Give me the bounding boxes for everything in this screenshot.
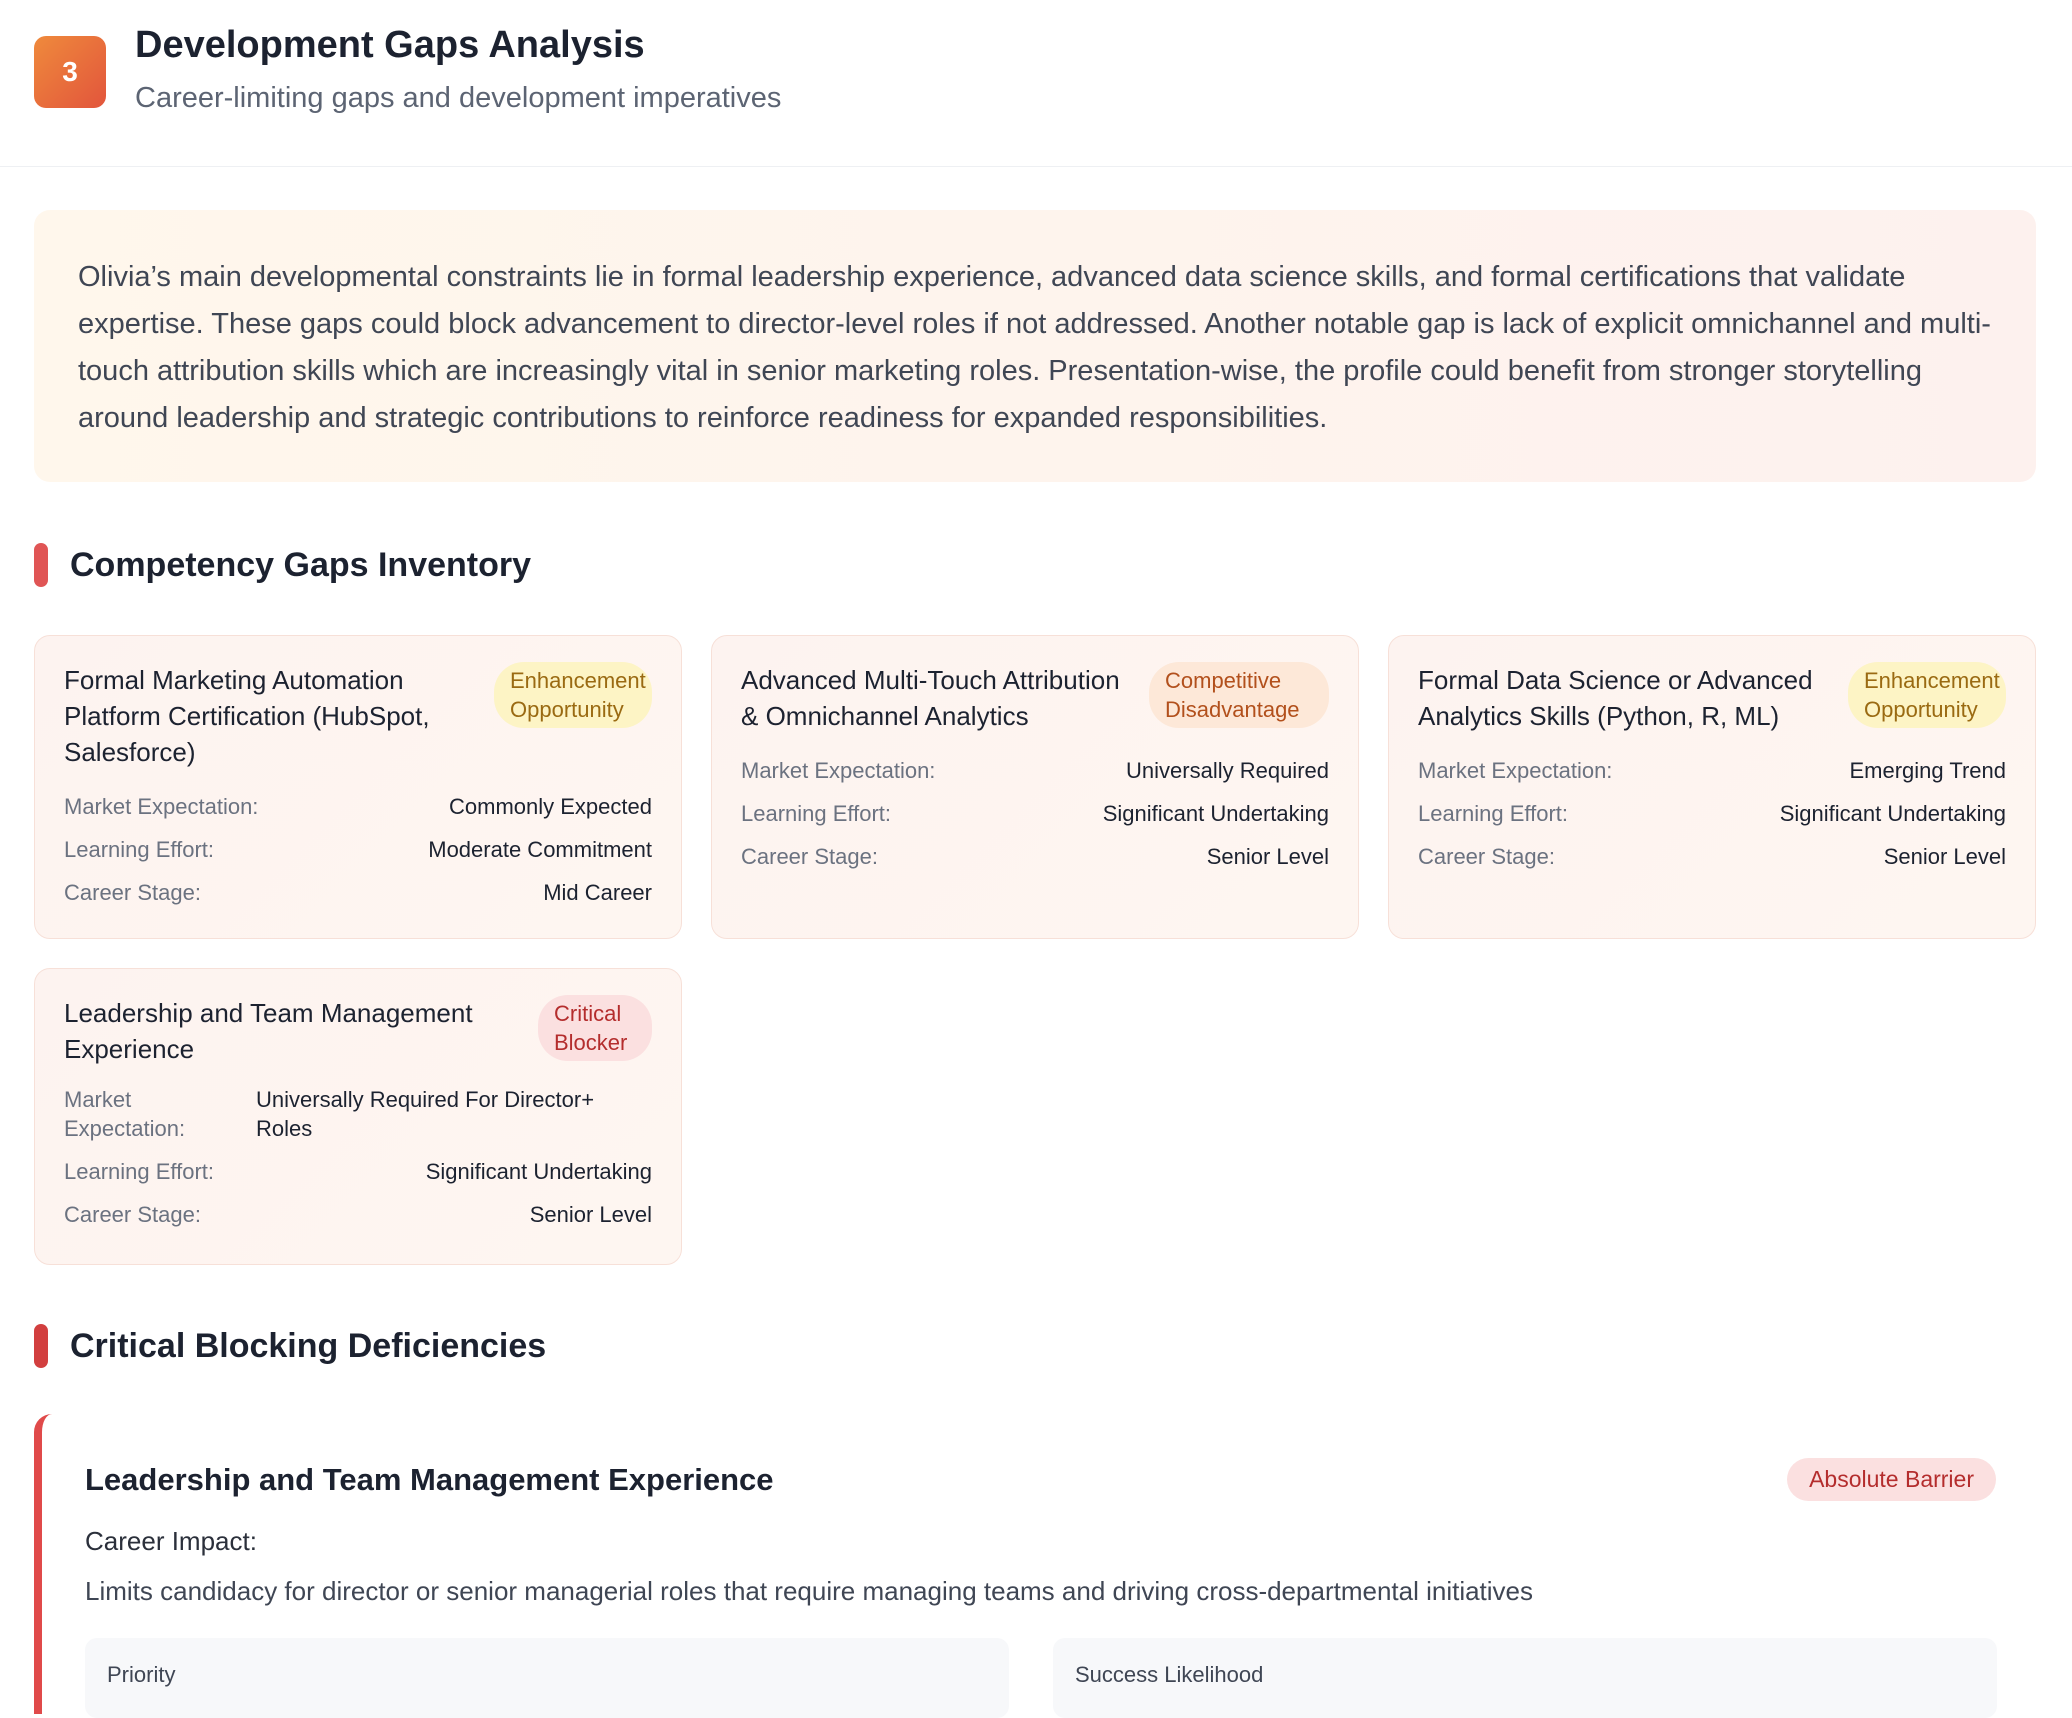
gap-card [34, 968, 682, 1265]
market-expectation-value: Commonly Expected [449, 794, 652, 819]
learning-effort-label: Learning Effort: [1418, 801, 1569, 826]
gap-card-title: Leadership and Team Management Experience [64, 998, 473, 1064]
market-expectation-row [741, 756, 1329, 785]
gap-card-title: Advanced Multi-Touch Attribution & Omnichannel Analytics [741, 665, 1120, 731]
step-number-badge: 3 [34, 36, 106, 108]
gap-severity-badge: Critical Blocker [538, 995, 652, 1061]
market-expectation-row [64, 792, 652, 821]
label-line: Expectation: [64, 1116, 186, 1141]
competency-gaps-heading [34, 543, 531, 587]
career-stage-value: Senior Level [1206, 844, 1329, 869]
learning-effort-row [741, 799, 1329, 828]
gap-card-title: Formal Marketing Automation Platform Certification (HubSpot, Salesforce) [64, 665, 430, 767]
section-accent-bar [34, 543, 48, 587]
priority-label: Priority [107, 1662, 176, 1687]
market-expectation-value: Universally Required For Director+ Roles [256, 1087, 595, 1141]
market-expectation-value: Emerging Trend [1849, 758, 2006, 783]
market-expectation-row [64, 1085, 652, 1143]
label-line: Market [64, 1087, 132, 1112]
career-stage-label: Career Stage: [64, 880, 201, 905]
section-accent-bar [34, 1324, 48, 1368]
market-expectation-label: Market Expectation: [741, 758, 936, 783]
gap-card [34, 635, 682, 939]
market-expectation-value: Universally Required [1126, 758, 1329, 783]
section-title: Critical Blocking Deficiencies [70, 1326, 547, 1365]
page-title: Development Gaps Analysis [135, 24, 645, 66]
learning-effort-row [64, 1157, 652, 1186]
gap-severity-badge: Competitive Disadvantage [1149, 662, 1329, 728]
blocking-deficiency-card [34, 1414, 2036, 1714]
learning-effort-row [1418, 799, 2006, 828]
barrier-badge: Absolute Barrier [1787, 1458, 1996, 1501]
learning-effort-value: Significant Undertaking [1779, 801, 2006, 826]
career-stage-value: Mid Career [543, 880, 652, 905]
career-stage-row [741, 842, 1329, 871]
gap-card [1388, 635, 2036, 939]
summary-panel: Olivia’s main developmental constraints lie in formal leadership experience, advanced data science skills, and formal certifications that validate expertise. These gaps could block advancement to director-level roles if not addressed. Another notable gap is lack of explicit omnichannel and multi-touch attribution skills which are increasingly vital in senior marketing roles. Presentation-wise, the profile could benefit from stronger storytelling around leadership and strategic contributions to reinforce readiness for expanded responsibilities. [34, 210, 2036, 482]
learning-effort-label: Learning Effort: [64, 1159, 215, 1184]
career-stage-row [1418, 842, 2006, 871]
career-stage-label: Career Stage: [741, 844, 878, 869]
career-stage-label: Career Stage: [1418, 844, 1555, 869]
blocker-title: Leadership and Team Management Experience [85, 1462, 774, 1497]
career-impact-label: Career Impact: [85, 1526, 257, 1556]
page-subtitle: Career-limiting gaps and development imperatives [135, 82, 782, 114]
success-likelihood-box [1053, 1638, 1997, 1718]
market-expectation-label: Market Expectation: [64, 794, 259, 819]
learning-effort-value: Significant Undertaking [425, 1159, 652, 1184]
learning-effort-label: Learning Effort: [64, 837, 215, 862]
learning-effort-value: Moderate Commitment [428, 837, 652, 862]
gap-card [711, 635, 1359, 939]
career-impact-text: Limits candidacy for director or senior managerial roles that require managing teams and driving cross-departmental initiatives [85, 1576, 1534, 1606]
market-expectation-label: Market Expectation: [1418, 758, 1613, 783]
career-stage-value: Senior Level [529, 1202, 652, 1227]
critical-blocking-heading [34, 1324, 546, 1368]
learning-effort-row [64, 835, 652, 864]
learning-effort-value: Significant Undertaking [1102, 801, 1329, 826]
gap-card-title: Formal Data Science or Advanced Analytics Skills (Python, R, ML) [1418, 665, 1813, 731]
gap-severity-badge: Enhancement Opportunity [1848, 662, 2006, 728]
market-expectation-label [64, 1085, 224, 1143]
career-stage-label: Career Stage: [64, 1202, 201, 1227]
section-header [0, 0, 2072, 167]
market-expectation-row [1418, 756, 2006, 785]
career-stage-value: Senior Level [1883, 844, 2006, 869]
gap-severity-badge: Enhancement Opportunity [494, 662, 652, 728]
career-stage-row [64, 878, 652, 907]
learning-effort-label: Learning Effort: [741, 801, 892, 826]
section-title: Competency Gaps Inventory [70, 545, 532, 584]
career-stage-row [64, 1200, 652, 1229]
priority-box [85, 1638, 1009, 1718]
success-likelihood-label: Success Likelihood [1075, 1662, 1264, 1687]
